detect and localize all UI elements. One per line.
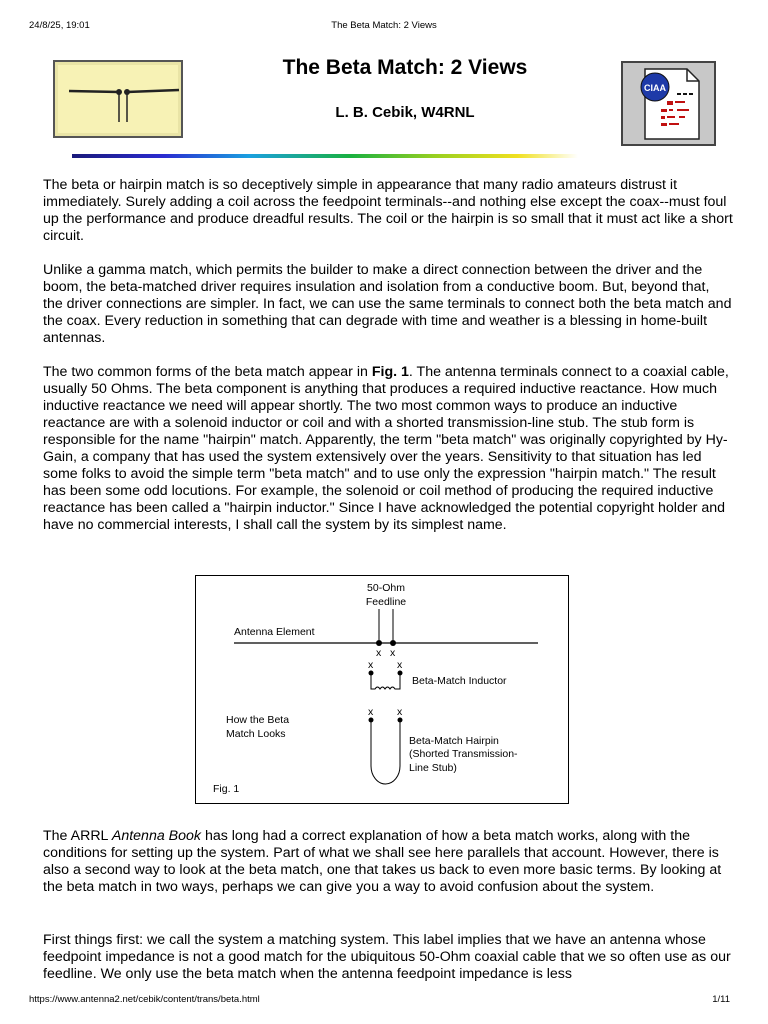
paragraph-3: The two common forms of the beta match appear in Fig. 1. The antenna terminals connect to a coaxial cable, usually 50 Ohms. The beta component is anything that produces a required inductive reactance. How much inductive reactance we need will appear shortly. The two most common ways to produce an inductive reactance are with a solenoid inductor or coil and with a shorted transmission-line stub. The stub form is responsible for the name "hairpin" match. Apparently, the term "beta match" was originally copyrighted by Hy-Gain, a company that has used the system extensively over the years. Sensitivity to that situation has led some folks to avoid the simple term "beta match" and to use only the expression "hairpin match." The result has been some odd locutions. For example, the solenoid or coil method of producing the required inductive reactance has been called a "hairpin inductor." Since I have acknowledged the potential copyright holder and have no commercial interests, I shall call the system by its simplest name. [43, 364, 729, 533]
print-datetime: 24/8/25, 19:01 [29, 20, 90, 31]
how-label-2: Match Looks [226, 728, 286, 740]
page-number: 1/11 [712, 994, 730, 1005]
x-mark: x [390, 647, 396, 659]
x-mark: x [376, 647, 382, 659]
print-page-title: The Beta Match: 2 Views [331, 20, 437, 31]
feedline-label-1: 50-Ohm [367, 582, 405, 594]
hairpin-label-1: Beta-Match Hairpin [409, 735, 499, 747]
rainbow-divider [72, 154, 578, 158]
document-page-icon [621, 61, 716, 146]
fig-reference: Fig. 1 [371, 364, 409, 380]
figure-1 [195, 575, 569, 804]
hairpin-label-2: (Shorted Transmission- [409, 748, 518, 760]
paragraph-2: Unlike a gamma match, which permits the builder to make a direct connection between the driver and the boom, the beta-matched driver requires insulation and isolation from a conductive boom. But, beyond that, the driver connections are simpler. In fact, we can use the same terminals to connect both the beta match and the coax. Every reduction in something that can degrade with time and weather is a blessing in home-built antennas. [43, 262, 732, 346]
figure-caption: Fig. 1 [213, 783, 240, 795]
author-byline: L. B. Cebik, W4RNL [335, 104, 475, 121]
badge-text: CIAA [644, 83, 666, 93]
antenna-element-label: Antenna Element [234, 626, 315, 638]
inductor-label: Beta-Match Inductor [412, 675, 507, 687]
paragraph-4: The ARRL Antenna Book has long had a correct explanation of how a beta match works, along with the conditions for setting up the system. Part of what we shall see here parallels that account. However, there is also a second way to look at the beta match, one that takes us back to even more basic terms. By looking at the beta match in two ways, perhaps we can give you a way to avoid confusion about the system. [43, 828, 722, 895]
dipole-antenna-logo-icon [53, 60, 183, 138]
hairpin-label-3: Line Stub) [409, 762, 457, 774]
paragraph-5: First things first: we call the system a matching system. This label implies that we have an antenna whose feedpoint impedance is not a good match for the ubiquitous 50-Ohm coaxial cable that we so often use as our feedline. We only use the beta match when the antenna feedpoint impedance is less [43, 932, 731, 982]
x-mark: x [397, 659, 403, 671]
x-mark: x [397, 706, 403, 718]
page-url: https://www.antenna2.net/cebik/content/trans/beta.html [29, 994, 260, 1005]
x-mark: x [368, 706, 374, 718]
feedline-label-2: Feedline [365, 596, 407, 608]
book-title: Antenna Book [111, 828, 202, 844]
page-title: The Beta Match: 2 Views [282, 56, 528, 79]
x-mark: x [368, 659, 374, 671]
how-label-1: How the Beta [226, 714, 290, 726]
paragraph-1: The beta or hairpin match is so deceptively simple in appearance that many radio amateurs distrust it immediately. Surely adding a coil across the feedpoint terminals--and nothing else except the coax--must foul up the performance and produce dreadful results. The coil or the hairpin is so small that it must act like a short circuit. [43, 177, 733, 244]
